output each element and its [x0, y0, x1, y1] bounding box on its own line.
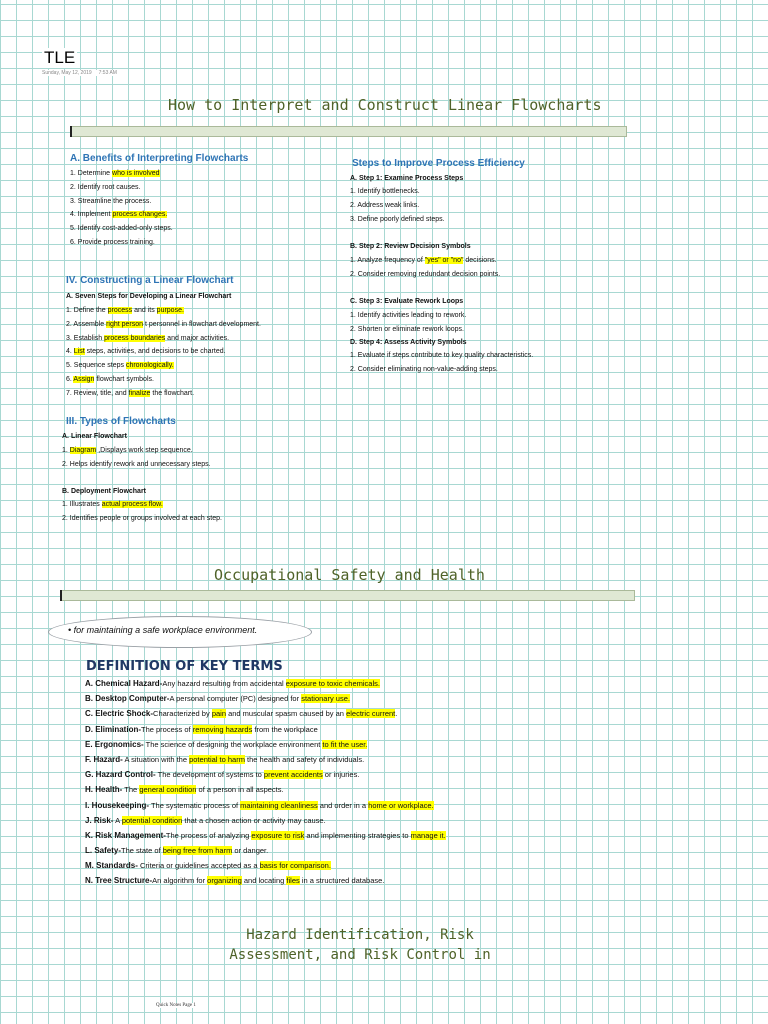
list-item: [350, 188, 445, 202]
text-run: The: [122, 785, 140, 795]
step4-heading: D. Step 4: Assess Activity Symbols: [350, 339, 467, 346]
highlighted-text: exposure to risk: [251, 830, 305, 840]
definition-term: B. Desktop Computer-: [85, 694, 170, 704]
list-item: [62, 515, 222, 529]
list-item: [350, 326, 466, 340]
highlighted-text: prevent accidents: [263, 770, 323, 780]
list-item: [70, 211, 173, 225]
text-run: 6. Provide process training.: [70, 238, 155, 246]
text-run: .: [395, 709, 398, 719]
definition-term: I. Housekeeping-: [85, 800, 150, 810]
text-run: 2. Consider removing redundant decision points.: [350, 271, 501, 278]
definition-item: [85, 694, 446, 709]
highlighted-text: right person: [106, 320, 144, 328]
highlighted-text: Diagram: [69, 447, 97, 454]
text-run: ,Displays work step sequence.: [96, 447, 193, 454]
callout-text: • for maintaining a safe workplace environment.: [68, 625, 258, 635]
highlighted-text: to fit the user.: [322, 739, 368, 749]
section-title-hazard-line1: Hazard Identification, Risk: [246, 927, 474, 943]
highlighted-text: pain: [211, 709, 226, 719]
text-run: 1. Define the: [66, 307, 108, 314]
definition-item: [85, 816, 446, 831]
text-run: and locating: [241, 876, 287, 886]
list-item: [350, 202, 445, 216]
step3-list: [350, 312, 466, 339]
text-run: 4. Implement: [70, 211, 113, 219]
highlighted-text: "yes" or "no": [424, 257, 464, 264]
section-title-hazard-line2: Assessment, and Risk Control in: [229, 947, 491, 963]
text-run: 3. Define poorly defined steps.: [350, 216, 445, 223]
highlighted-text: basis for comparison.: [259, 861, 331, 871]
list-item: [70, 239, 173, 253]
definition-term: N. Tree Structure-: [85, 876, 153, 886]
definition-term: K. Risk Management-: [85, 830, 166, 840]
text-run: of a person in all aspects.: [196, 785, 284, 795]
step2-heading: B. Step 2: Review Decision Symbols: [350, 243, 471, 250]
text-run: 2. Identify root causes.: [70, 183, 141, 191]
highlighted-text: general condition: [139, 785, 197, 795]
text-run: that a chosen action or activity may cause.: [182, 815, 326, 825]
list-item: [62, 501, 222, 515]
title-bar-flowcharts: [70, 126, 627, 137]
constructing-list: [66, 307, 261, 404]
text-run: from the workplace: [252, 724, 318, 734]
text-run: 1. Illustrates: [62, 501, 102, 508]
text-run: 1. Identify activities leading to rework.: [350, 312, 467, 319]
definition-item: [85, 740, 446, 755]
text-run: 4.: [66, 348, 74, 356]
highlighted-text: manage it.: [410, 830, 446, 840]
text-run: and muscular spasm caused by an: [226, 709, 347, 719]
text-run: 1.: [62, 447, 70, 454]
linear-flowchart-list: [62, 447, 211, 474]
list-item: [62, 461, 211, 475]
definition-term: D. Elimination-: [85, 724, 141, 734]
definition-item: [85, 770, 446, 785]
highlighted-text: finalize: [128, 389, 151, 397]
list-item: [70, 170, 173, 184]
text-run: 1. Analyze frequency of: [350, 257, 425, 264]
definition-term: E. Ergonomics-: [85, 739, 144, 749]
list-item: [66, 390, 261, 404]
step1-heading: A. Step 1: Examine Process Steps: [350, 175, 464, 182]
definition-term: F. Hazard-: [85, 754, 123, 764]
text-run: Characterized by: [153, 709, 212, 719]
highlighted-text: List: [73, 348, 85, 356]
definition-item: [85, 861, 446, 876]
list-item: [350, 271, 500, 285]
highlighted-text: process: [107, 307, 133, 314]
benefits-list: [70, 170, 173, 253]
list-item: [66, 307, 261, 321]
text-run: or danger.: [232, 846, 269, 856]
highlighted-text: who is involved: [112, 170, 160, 177]
text-run: 2. Address weak links.: [350, 202, 420, 209]
definition-term: M. Standards-: [85, 861, 138, 871]
list-item: [350, 216, 445, 230]
efficiency-heading: Steps to Improve Process Efficiency: [352, 158, 525, 169]
list-item: [350, 352, 533, 366]
definition-term: J. Risk-: [85, 815, 114, 825]
text-run: The systematic process of: [149, 800, 241, 810]
text-run: 1. Identify bottlenecks.: [350, 188, 420, 195]
text-run: 3. Establish: [66, 334, 105, 342]
text-run: The process of: [141, 724, 193, 734]
highlighted-text: potential to harm: [189, 754, 245, 764]
text-run: and order in a: [317, 800, 369, 810]
text-run: flowchart symbols.: [94, 375, 154, 383]
highlighted-text: chronologically.: [125, 362, 174, 370]
section-title-flowcharts: How to Interpret and Construct Linear Flowcharts: [168, 96, 602, 114]
text-run: and its: [132, 307, 157, 314]
definition-item: [85, 801, 446, 816]
page-footer: Quick Notes Page 1: [156, 1003, 196, 1008]
definition-term: A. Chemical Hazard-: [85, 679, 163, 688]
deployment-flowchart-list: [62, 501, 222, 528]
definition-item: [85, 831, 446, 846]
highlighted-text: exposure to toxic chemicals.: [285, 679, 380, 688]
text-run: The science of designing the workplace environment: [143, 739, 323, 749]
highlighted-text: process boundaries: [104, 334, 166, 342]
text-run: 5. Sequence steps: [66, 362, 126, 370]
text-run: in a structured database.: [299, 876, 385, 886]
benefits-heading: A. Benefits of Interpreting Flowcharts: [70, 153, 249, 164]
linear-flowchart-heading: A. Linear Flowchart: [62, 433, 127, 440]
list-item: [350, 366, 533, 380]
highlighted-text: electric current: [346, 709, 396, 719]
highlighted-text: being free from harm: [162, 846, 233, 856]
highlighted-text: removing hazards: [192, 724, 253, 734]
definition-item: [85, 709, 446, 724]
highlighted-text: actual process flow.: [101, 501, 163, 508]
definition-item: [85, 846, 446, 861]
definition-term: C. Electric Shock-: [85, 709, 154, 719]
definitions-list: [85, 679, 446, 892]
definition-item: [85, 785, 446, 800]
definition-item: [85, 679, 446, 694]
list-item: [66, 362, 261, 376]
highlighted-text: stationary use.: [301, 694, 350, 704]
page-title: TLE: [44, 48, 76, 67]
list-item: [70, 184, 173, 198]
text-run: An algorithm for: [152, 876, 208, 886]
constructing-heading: IV. Constructing a Linear Flowchart: [66, 275, 234, 286]
text-run: 5. Identify cost-added-only steps.: [70, 225, 173, 233]
list-item: [70, 198, 173, 212]
text-run: The state of: [121, 846, 163, 856]
highlighted-text: Assign: [73, 375, 95, 383]
text-run: The development of systems to: [155, 770, 264, 780]
types-heading: III. Types of Flowcharts: [66, 416, 176, 427]
text-run: and implementing strategies to: [304, 830, 411, 840]
list-item: [66, 321, 261, 335]
text-run: 1. Evaluate if steps contribute to key quality characteristics.: [350, 352, 534, 359]
step2-list: [350, 257, 500, 285]
text-run: decisions.: [463, 257, 497, 264]
text-run: 2. Shorten or eliminate rework loops.: [350, 325, 464, 333]
definition-item: [85, 725, 446, 740]
text-run: 2. Identifies people or groups involved at each step.: [62, 514, 222, 522]
list-item: [66, 335, 261, 349]
definitions-heading: DEFINITION OF KEY TERMS: [86, 659, 283, 674]
text-run: steps, activities, and decisions to be charted.: [84, 348, 226, 356]
definition-item: [85, 876, 446, 891]
step1-list: [350, 188, 445, 230]
list-item: [350, 257, 500, 271]
definition-item: [85, 755, 446, 770]
step4-list: [350, 352, 533, 380]
section-title-osh: Occupational Safety and Health: [214, 566, 485, 584]
definition-term: L. Safety-: [85, 846, 122, 856]
definition-term: H. Health-: [85, 785, 123, 795]
text-run: 2. Helps identify rework and unnecessary steps.: [62, 460, 211, 468]
text-run: Any hazard resulting from accidental: [162, 679, 286, 688]
text-run: the flowchart.: [150, 389, 195, 397]
deployment-flowchart-heading: B. Deployment Flowchart: [62, 488, 147, 495]
text-run: 2. Assemble: [66, 320, 107, 328]
text-run: and major activities.: [165, 334, 230, 342]
list-item: [62, 447, 211, 461]
constructing-subheading: A. Seven Steps for Developing a Linear Flowchart: [66, 293, 232, 300]
list-item: [66, 376, 261, 390]
highlighted-text: organizing: [207, 876, 242, 886]
highlighted-text: process changes.: [112, 211, 168, 219]
title-bar-osh: [60, 590, 635, 601]
highlighted-text: purpose.: [156, 307, 184, 314]
list-item: [70, 225, 173, 239]
text-run: 2. Consider eliminating non-value-adding steps.: [350, 366, 498, 373]
text-run: t personnel in flowchart development.: [143, 320, 261, 328]
text-run: or injuries.: [322, 770, 360, 780]
text-run: A situation with the: [122, 754, 190, 764]
text-run: 3. Streamline the process.: [70, 197, 152, 205]
highlighted-text: potential condition: [121, 815, 183, 825]
text-run: 7. Review, title, and: [66, 389, 129, 397]
text-run: the health and safety of individuals.: [244, 754, 365, 764]
highlighted-text: files: [286, 876, 300, 886]
list-item: [350, 312, 466, 326]
text-run: The process of analyzing: [165, 830, 252, 840]
text-run: A: [113, 815, 122, 825]
definition-term: G. Hazard Control-: [85, 770, 156, 780]
text-run: Criteria or guidelines accepted as a: [137, 861, 260, 871]
highlighted-text: maintaining cleanliness: [240, 800, 318, 810]
text-run: A personal computer (PC) designed for: [169, 694, 302, 704]
text-run: 6.: [66, 375, 74, 383]
list-item: [66, 348, 261, 362]
page-date: Sunday, May 12, 2019 7:53 AM: [42, 70, 117, 76]
highlighted-text: home or workplace.: [368, 800, 434, 810]
text-run: 1. Determine: [70, 170, 113, 177]
step3-heading: C. Step 3: Evaluate Rework Loops: [350, 298, 464, 305]
